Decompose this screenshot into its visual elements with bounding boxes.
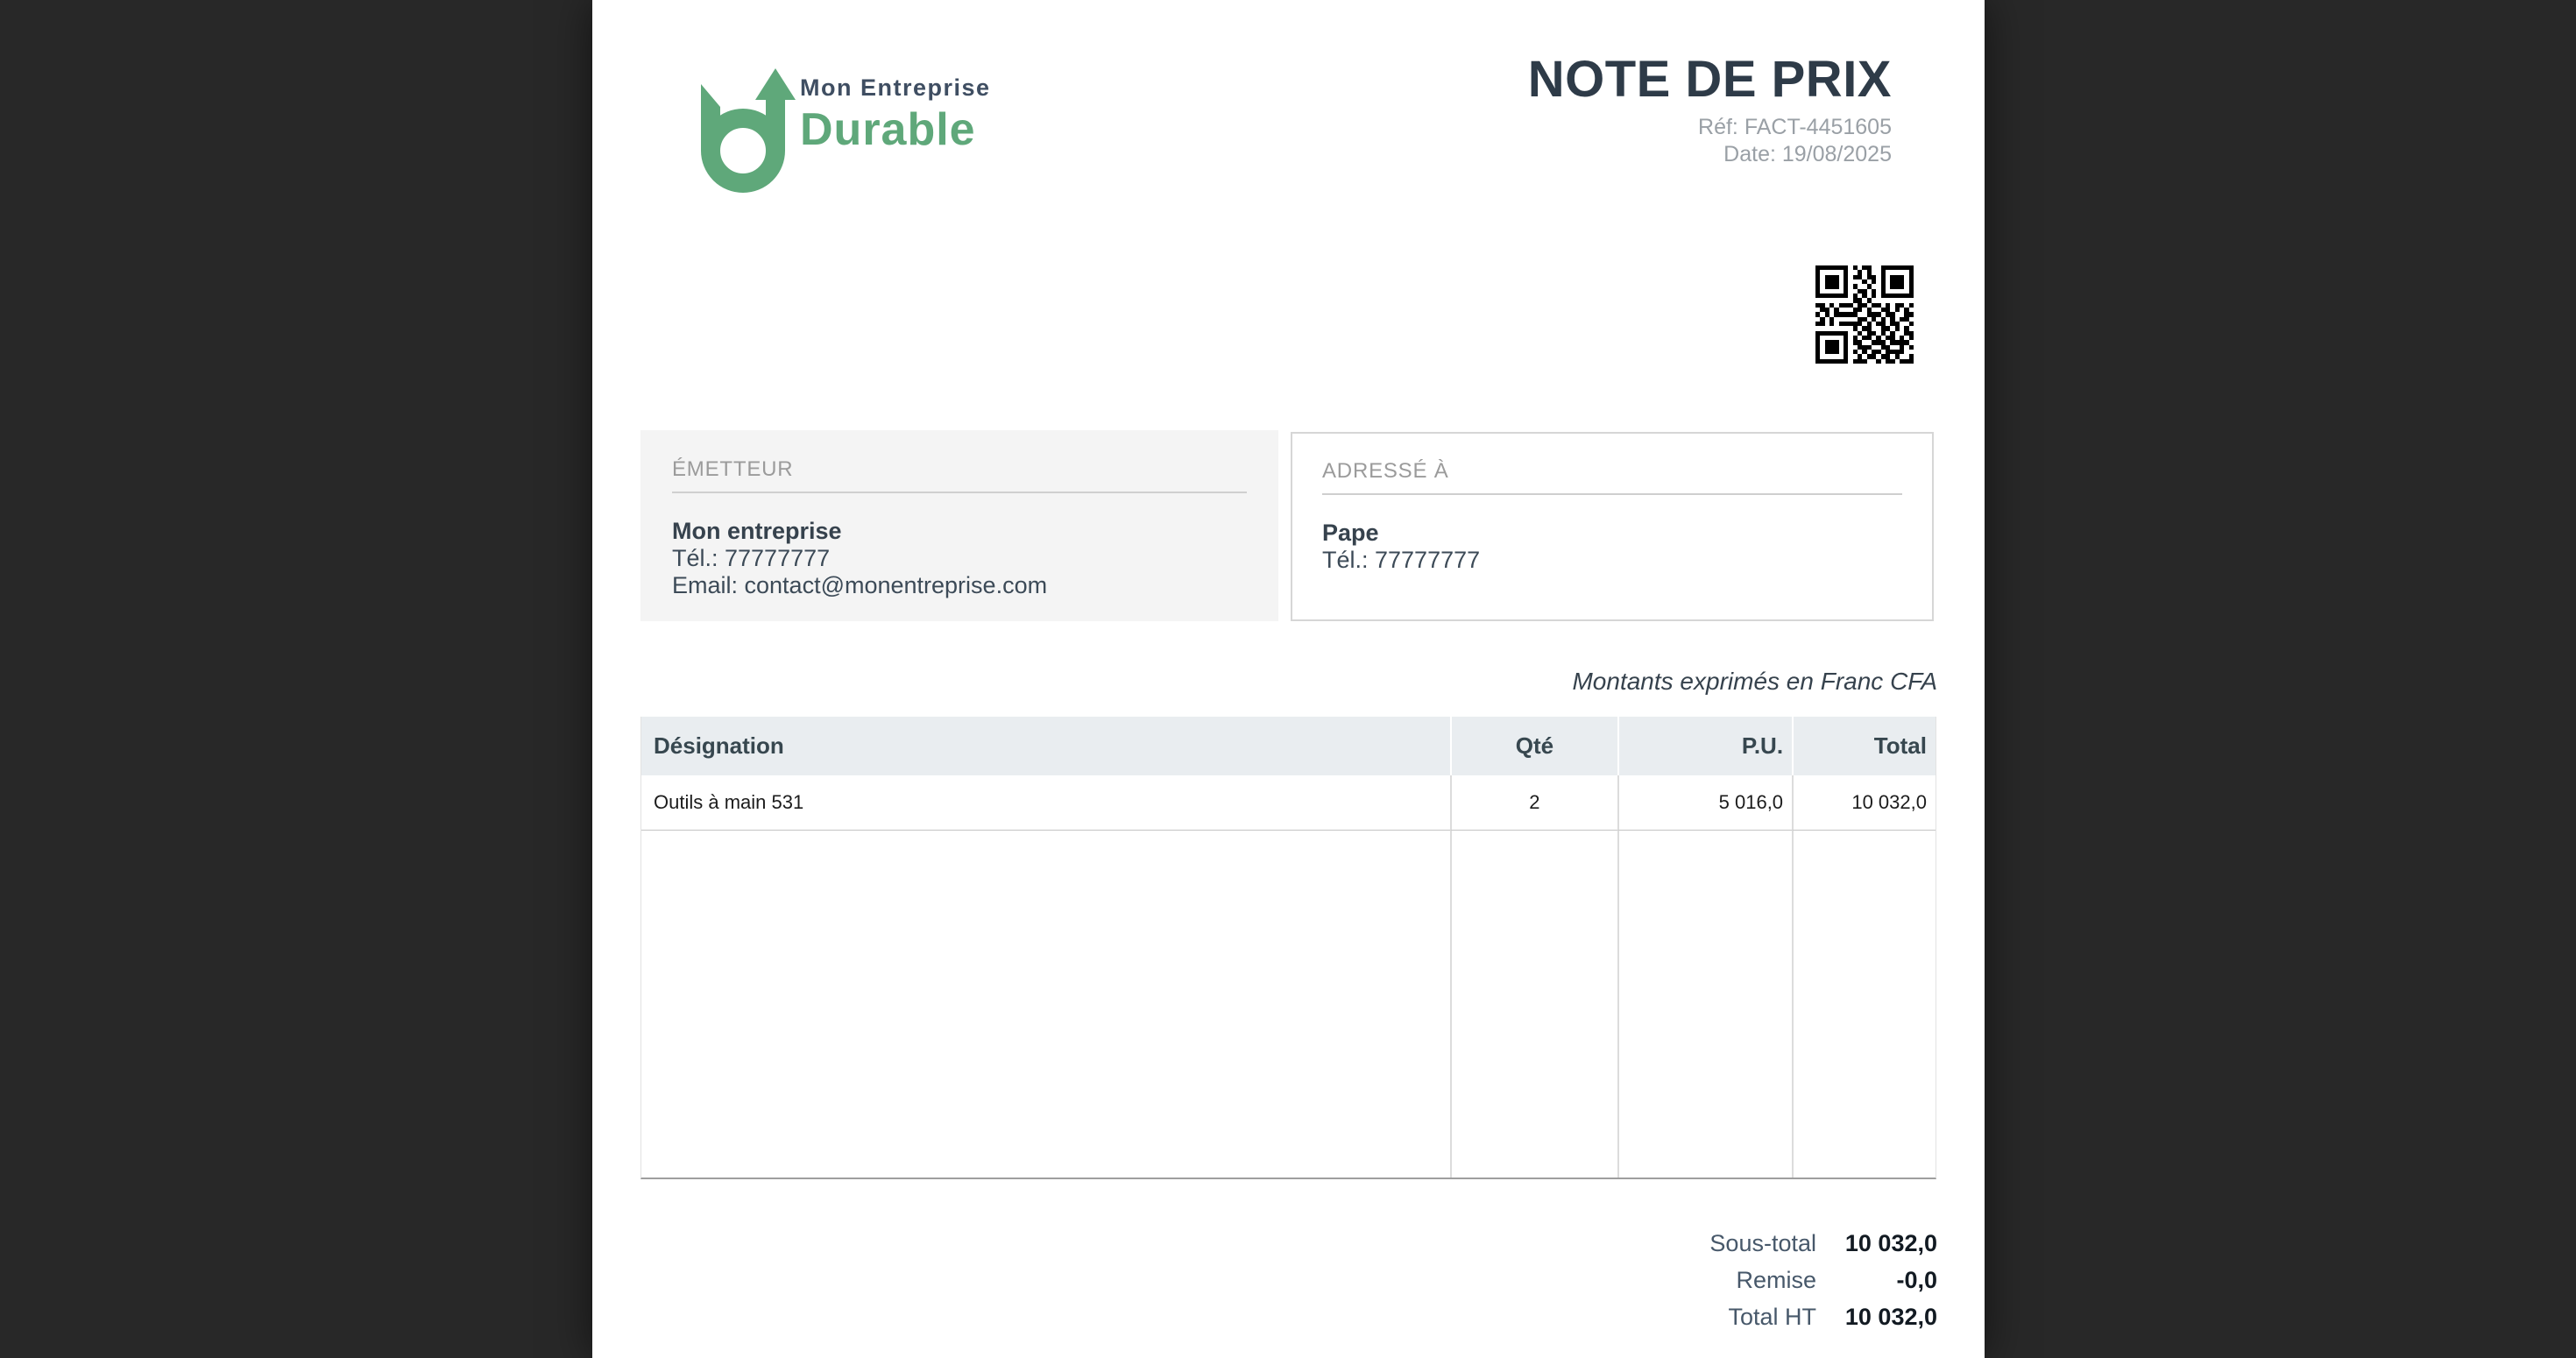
row-unit-price: 5 016,0 [1617, 775, 1792, 831]
qr-code-icon [1815, 265, 1914, 364]
document-date: Date: 19/08/2025 [1723, 142, 1892, 166]
items-table [640, 717, 1936, 1179]
table-row [641, 775, 1936, 831]
brand-name-top: Mon Entreprise [800, 74, 991, 101]
document-title: NOTE DE PRIX [1527, 51, 1892, 108]
issuer-email: Email: contact@monentreprise.com [672, 572, 1048, 598]
row-total: 10 032,0 [1792, 775, 1936, 831]
total-ht-value: 10 032,0 [1844, 1304, 1937, 1330]
company-logo-icon [697, 61, 796, 193]
issuer-phone: Tél.: 77777777 [672, 545, 831, 571]
brand-name-bottom: Durable [800, 104, 976, 155]
recipient-phone: Tél.: 77777777 [1322, 547, 1481, 573]
recipient-label: ADRESSÉ À [1322, 459, 1449, 483]
column-header-unit-price: P.U. [1617, 717, 1792, 775]
recipient-divider [1322, 493, 1902, 495]
column-header-designation: Désignation [641, 717, 1450, 775]
issuer-divider [672, 492, 1247, 493]
recipient-name: Pape [1322, 520, 1379, 546]
document-header [1528, 51, 1892, 168]
subtotal-label: Sous-total [1709, 1230, 1816, 1256]
currency-note: Montants exprimés en Franc CFA [1572, 668, 1937, 695]
discount-value: -0,0 [1896, 1267, 1937, 1293]
company-logo-text [800, 74, 991, 154]
issuer-box [640, 430, 1278, 621]
column-header-total: Total [1792, 717, 1936, 775]
issuer-label: ÉMETTEUR [672, 457, 794, 481]
subtotal-value: 10 032,0 [1844, 1230, 1937, 1256]
column-header-qty: Qté [1450, 717, 1617, 775]
items-table-header [641, 717, 1936, 775]
invoice-page [592, 0, 1985, 1358]
issuer-name: Mon entreprise [672, 518, 842, 544]
table-empty-area [641, 831, 1936, 1178]
row-qty: 2 [1450, 775, 1617, 831]
total-ht-label: Total HT [1728, 1304, 1816, 1330]
recipient-box [1291, 432, 1934, 621]
row-designation: Outils à main 531 [641, 775, 1450, 831]
discount-label: Remise [1736, 1267, 1816, 1293]
document-reference: Réf: FACT-4451605 [1698, 115, 1892, 139]
totals-block [1709, 1230, 1937, 1331]
